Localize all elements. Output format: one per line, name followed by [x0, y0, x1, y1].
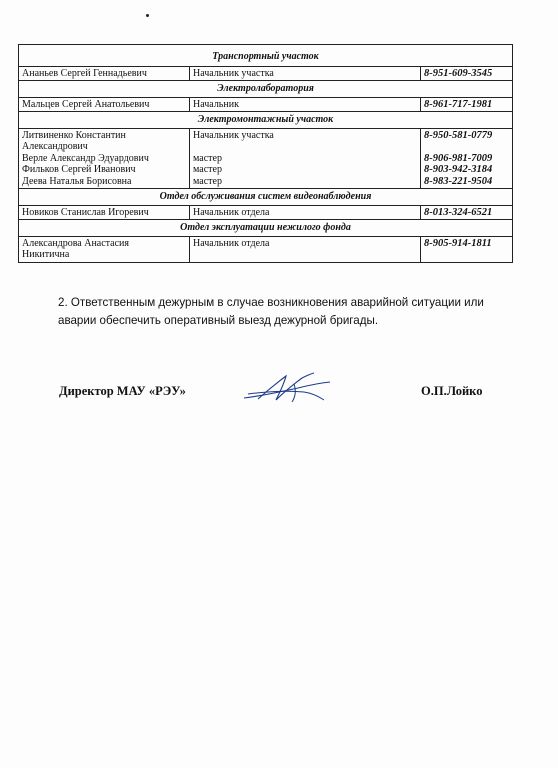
- employee-name-line: Александрович: [22, 141, 88, 152]
- phone-line: 8-951-609-3545: [424, 67, 493, 79]
- phone-cell: [421, 66, 513, 81]
- employee-name-line: Никитична: [22, 249, 70, 260]
- employee-name-line: Фильков Сергей Иванович: [22, 164, 136, 175]
- position-line: [193, 141, 417, 153]
- position-cell: [190, 97, 421, 112]
- table-row: [19, 205, 513, 220]
- employee-name-cell: [19, 236, 190, 262]
- employee-name-cell: [19, 97, 190, 112]
- phone-line: 8-950-581-0779: [424, 129, 493, 141]
- position-line: Начальник: [193, 98, 239, 110]
- phone-line: 8-903-942-3184: [424, 164, 493, 175]
- position-cell: [190, 128, 421, 189]
- instruction-paragraph: [58, 294, 498, 330]
- phone-line: 8-013-324-6521: [424, 206, 493, 218]
- employee-name-line: Александрова Анастасия: [22, 237, 129, 249]
- section-header-row: [19, 189, 513, 206]
- phone-cell: [421, 97, 513, 112]
- phone-cell: [421, 236, 513, 262]
- section-header-row: [19, 112, 513, 129]
- employee-name-cell: [19, 205, 190, 220]
- phone-cell: [421, 128, 513, 189]
- position-cell: [190, 236, 421, 262]
- position-line: Начальник участка: [193, 67, 274, 79]
- employee-name-line: Новиков Станислав Игоревич: [22, 206, 149, 218]
- phone-line: 8-906-981-7009: [424, 152, 493, 164]
- paragraph-line-2: аварии обеспечить оперативный выезд дежурной бригады.: [58, 314, 379, 327]
- position-cell: [190, 205, 421, 220]
- employee-name-line: Деева Наталья Борисовна: [22, 175, 132, 187]
- section-title: Электромонтажный участок: [19, 112, 513, 129]
- employee-name-line: Мальцев Сергей Анатольевич: [22, 98, 150, 110]
- position-line: мастер: [193, 175, 222, 187]
- employee-name-cell: [19, 66, 190, 81]
- phone-line: 8-905-914-1811: [424, 237, 492, 249]
- employee-name-line: Верле Александр Эдуардович: [22, 152, 149, 164]
- paragraph-line-1: 2. Ответственным дежурным в случае возникновения аварийной ситуации или: [58, 296, 484, 309]
- section-title: Транспортный участок: [19, 45, 513, 67]
- section-title: Электролаборатория: [19, 81, 513, 98]
- table-row: [19, 97, 513, 112]
- table-row: [19, 236, 513, 262]
- handwritten-signature: [240, 370, 332, 406]
- director-title: Директор МАУ «РЭУ»: [59, 384, 186, 398]
- position-line: мастер: [193, 164, 222, 175]
- employee-name-line: Литвиненко Константин: [22, 129, 126, 141]
- staff-contacts-table: [18, 44, 513, 263]
- position-line: Начальник отдела: [193, 206, 270, 218]
- section-title: Отдел эксплуатации нежилого фонда: [19, 220, 513, 237]
- table-row: [19, 66, 513, 81]
- position-line: Начальник отдела: [193, 237, 270, 249]
- phone-line: [424, 141, 509, 153]
- section-header-row: [19, 81, 513, 98]
- scan-speck: [146, 14, 149, 17]
- table-row: [19, 128, 513, 189]
- director-name: О.П.Лойко: [421, 384, 483, 398]
- employee-name-cell: [19, 128, 190, 189]
- phone-line: 8-961-717-1981: [424, 98, 493, 110]
- position-cell: [190, 66, 421, 81]
- phone-line: 8-983-221-9504: [424, 175, 493, 187]
- employee-name-line: Ананьев Сергей Геннадьевич: [22, 67, 147, 79]
- phone-cell: [421, 205, 513, 220]
- section-header-row: [19, 45, 513, 67]
- section-title: Отдел обслуживания систем видеонаблюдения: [19, 189, 513, 206]
- staff-table-body: [19, 45, 513, 263]
- section-header-row: [19, 220, 513, 237]
- position-line: Начальник участка: [193, 129, 274, 141]
- position-line: мастер: [193, 152, 222, 164]
